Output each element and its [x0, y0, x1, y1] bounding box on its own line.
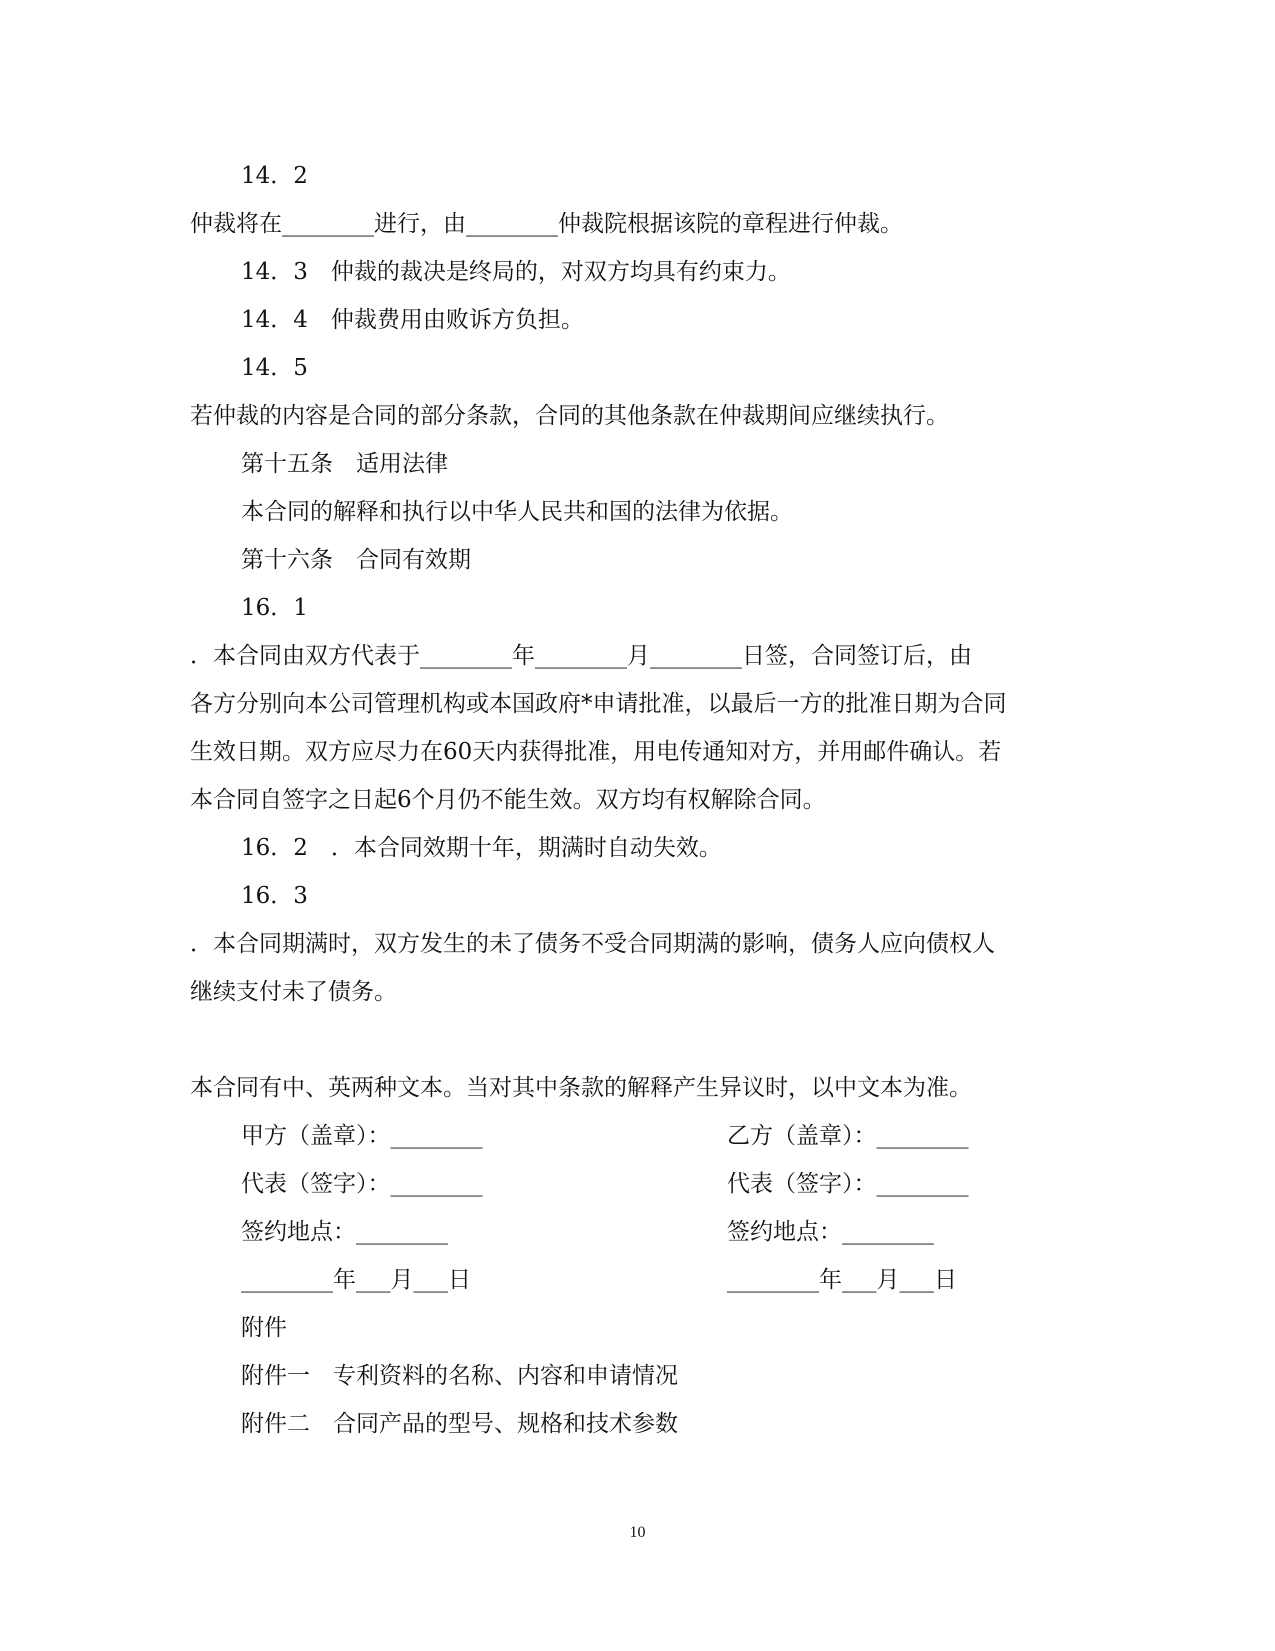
- attachment-item: 附件一 专利资料的名称、内容和申请情况: [241, 1363, 678, 1389]
- attachments-heading: 附件: [241, 1315, 287, 1341]
- clause-14-2-heading: 14．2: [241, 163, 308, 189]
- party-b-representative: 代表（签字）：________: [727, 1171, 969, 1197]
- clause-16-1-text-line-4: 本合同自签字之日起6个月仍不能生效。双方均有权解除合同。: [190, 787, 826, 813]
- clause-14-3: 14．3 仲裁的裁决是终局的，对双方均具有约束力。: [241, 259, 791, 285]
- article-15-text: 本合同的解释和执行以中华人民共和国的法律为依据。: [241, 499, 793, 525]
- party-a-seal: 甲方（盖章）：________: [241, 1123, 483, 1149]
- clause-14-4: 14．4 仲裁费用由败诉方负担。: [241, 307, 584, 333]
- clause-16-3-text-line-1: ．本合同期满时，双方发生的未了债务不受合同期满的影响，债务人应向债权人: [190, 931, 995, 957]
- clause-14-2-text: 仲裁将在________进行，由________仲裁院根据该院的章程进行仲裁。: [190, 211, 903, 237]
- clause-16-3-text-line-2: 继续支付未了债务。: [190, 979, 397, 1005]
- party-a-representative: 代表（签字）：________: [241, 1171, 483, 1197]
- article-15-title: 第十五条 适用法律: [241, 451, 448, 477]
- party-b-seal: 乙方（盖章）：________: [727, 1123, 969, 1149]
- party-a-signing-place: 签约地点：________: [241, 1219, 448, 1245]
- clause-16-3-heading: 16．3: [241, 883, 308, 909]
- party-b-date: ________年___月___日: [727, 1267, 957, 1293]
- clause-16-1-text-line-3: 生效日期。双方应尽力在60天内获得批准，用电传通知对方，并用邮件确认。若: [190, 739, 1002, 765]
- party-b-signing-place: 签约地点：________: [727, 1219, 934, 1245]
- language-clause: 本合同有中、英两种文本。当对其中条款的解释产生异议时，以中文本为准。: [190, 1075, 972, 1101]
- attachment-item: 附件二 合同产品的型号、规格和技术参数: [241, 1411, 678, 1437]
- clause-16-1-text-line-1: ．本合同由双方代表于________年________月________日签，合同签订后，由: [190, 643, 972, 669]
- party-a-date: ________年___月___日: [241, 1267, 471, 1293]
- clause-16-1-heading: 16．1: [241, 595, 308, 621]
- clause-16-2: 16．2 ．本合同效期十年，期满时自动失效。: [241, 835, 722, 861]
- article-16-title: 第十六条 合同有效期: [241, 547, 471, 573]
- clause-16-1-text-line-2: 各方分别向本公司管理机构或本国政府*申请批准，以最后一方的批准日期为合同: [190, 691, 1007, 717]
- clause-14-5-text: 若仲裁的内容是合同的部分条款，合同的其他条款在仲裁期间应继续执行。: [190, 403, 949, 429]
- page-number: 10: [629, 1524, 646, 1541]
- clause-14-5-heading: 14．5: [241, 355, 308, 381]
